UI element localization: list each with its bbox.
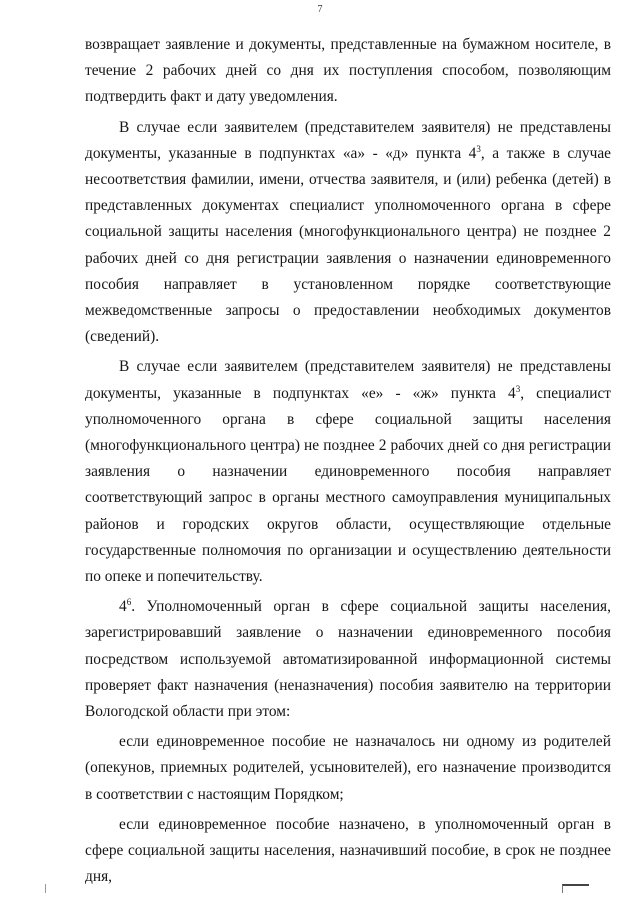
- paragraph-text: 4: [119, 598, 127, 616]
- paragraph-assigned: [85, 812, 611, 891]
- superscript: 6: [126, 597, 132, 608]
- superscript: 3: [476, 143, 481, 154]
- superscript: 3: [515, 383, 521, 394]
- paragraph-item-4-6: [85, 594, 611, 725]
- paragraph-not-assigned: [85, 729, 611, 808]
- paragraph-text: если единовременное пособие не назначалось ни одному из родителей (опекунов, приемных родителей, усыновителей), его назначение производится в соответствии с настоящим Порядком;: [85, 733, 611, 803]
- page-number: 7: [317, 4, 323, 15]
- paragraph-text: , специалист уполномоченного органа в сфере социальной защиты населения (многофункционального центра) не позднее 2 рабочих дней со дня регистрации заявления о назначении единовременного пособия направляет соответствующий запрос в органы местного самоуправления муниципальных районов и городских округов области, осуществляющие отдельные государственные полномочия по организации и осуществлению деятельности по опеке и попечительству.: [85, 384, 611, 586]
- paragraph-interagency-requests: [85, 115, 611, 351]
- paragraph-text: В случае если заявителем (представителем заявителя) не представлены документы, указанные в подпунктах «а» - «д» пункта 4: [85, 118, 611, 162]
- paragraph-text: , а также в случае несоответствия фамилии, имени, отчества заявителя, и (или) ребенка (детей) в представленных документах специалист уполномоченного органа в сфере социальной защиты населения (многофункционального центра) не позднее 2 рабочих дней со дня регистрации заявления о назначении единовременного пособия направляет в установленном порядке соответствующие межведомственные запросы о предоставлении необходимых документов (сведений).: [85, 144, 611, 346]
- scan-mark: [45, 884, 46, 893]
- paragraph-text: возвращает заявление и документы, представленные на бумажном носителе, в течение 2 рабочих дней со дня их поступления способом, позволяющим подтвердить факт и дату уведомления.: [85, 36, 611, 106]
- paragraph-text: В случае если заявителем (представителем заявителя) не представлены документы, указанные в подпунктах «е» - «ж» пункта 4: [85, 358, 611, 402]
- paragraph-text: . Уполномоченный орган в сфере социальной защиты населения, зарегистрировавший заявление о назначении единовременного пособия посредством используемой автоматизированной информационной системы проверяет факт назначения (неназначения) пособия заявителю на территории Вологодской области при этом:: [85, 598, 611, 721]
- paragraph-guardianship-request: [85, 354, 611, 590]
- scan-mark: [562, 884, 589, 893]
- document-body: [85, 32, 611, 895]
- paragraph-return-documents: [85, 32, 611, 111]
- paragraph-text: если единовременное пособие назначено, в уполномоченный орган в сфере социальной защиты населения, назначивший пособие, в срок не позднее дня,: [85, 815, 611, 886]
